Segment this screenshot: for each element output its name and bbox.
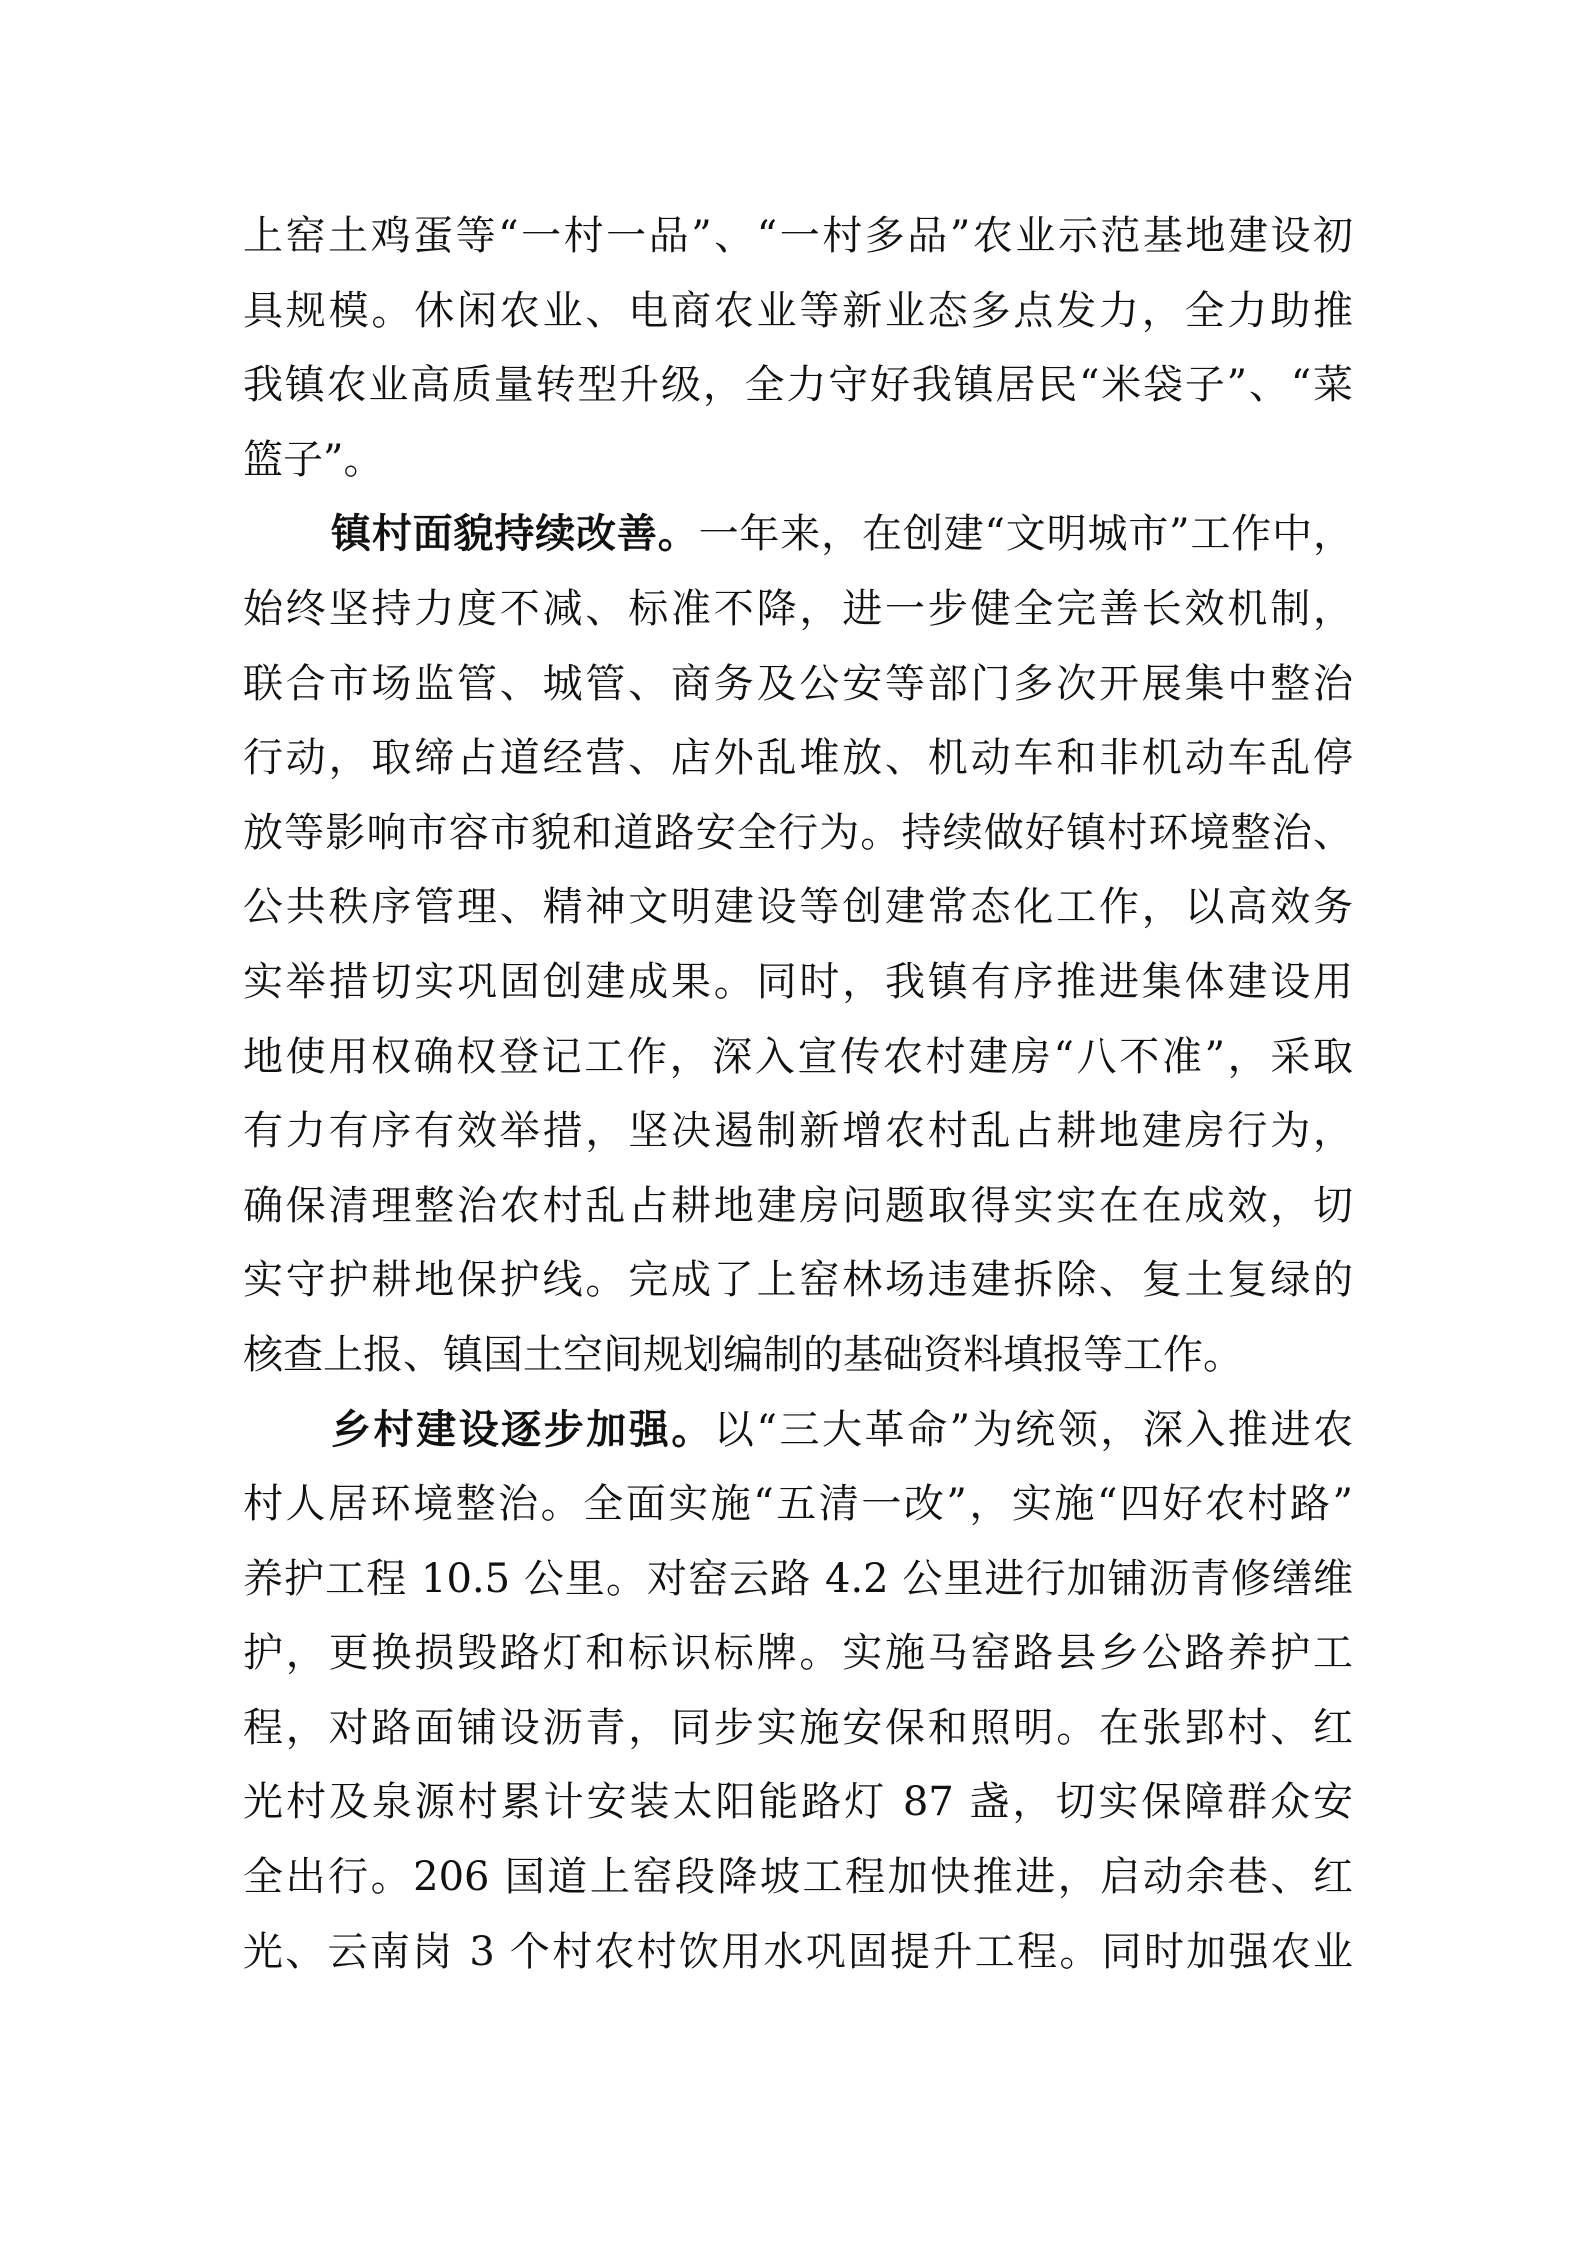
text-line: 全出行。206 国道上窑段降坡工程加快推进，启动余巷、红 <box>243 1854 1353 1901</box>
text-line: 有力有序有效举措，坚决遏制新增农村乱占耕地建房行为， <box>243 1108 1353 1155</box>
text-line: 公共秩序管理、精神文明建设等创建常态化工作，以高效务 <box>243 884 1353 931</box>
text-line: 村人居环境整治。全面实施“五清一改”，实施“四好农村路” <box>243 1481 1353 1528</box>
text-line: 我镇农业高质量转型升级，全力守好我镇居民“米袋子”、“菜 <box>243 362 1353 409</box>
text-line: 确保清理整治农村乱占耕地建房问题取得实实在在成效，切 <box>243 1182 1353 1229</box>
text-line: 地使用权确权登记工作，深入宣传农村建房“八不准”，采取 <box>243 1033 1353 1080</box>
text-line: 篮子”。 <box>243 436 384 483</box>
text-line: 养护工程 10.5 公里。对窑云路 4.2 公里进行加铺沥青修缮维 <box>243 1555 1353 1602</box>
paragraph-heading: 镇村面貌持续改善。 <box>331 510 699 558</box>
text-line: 光、云南岗 3 个村农村饮用水巩固提升工程。同时加强农业 <box>243 1928 1353 1975</box>
paragraph <box>243 199 1353 497</box>
text-line: 行动，取缔占道经营、店外乱堆放、机动车和非机动车乱停 <box>243 735 1353 782</box>
text-line <box>243 1393 1353 1468</box>
text-line-content: 一年来，在创建“文明城市”工作中， <box>698 511 1353 558</box>
paragraph-heading: 乡村建设逐步加强。 <box>331 1405 714 1453</box>
text-line: 核查上报、镇国土空间规划编制的基础资料填报等工作。 <box>243 1331 1243 1378</box>
text-line-content: 以“三大革命”为统领，深入推进农 <box>713 1406 1354 1453</box>
text-line <box>243 497 1353 572</box>
body-text <box>243 199 1353 1989</box>
paragraph <box>243 497 1353 1392</box>
text-line: 始终坚持力度不减、标准不降，进一步健全完善长效机制， <box>243 585 1353 632</box>
text-line: 实守护耕地保护线。完成了上窑林场违建拆除、复土复绿的 <box>243 1257 1353 1304</box>
text-line: 联合市场监管、城管、商务及公安等部门多次开展集中整治 <box>243 660 1353 707</box>
text-line: 护，更换损毁路灯和标识标牌。实施马窑路县乡公路养护工 <box>243 1630 1353 1677</box>
text-line: 程，对路面铺设沥青，同步实施安保和照明。在张郢村、红 <box>243 1704 1353 1751</box>
paragraph <box>243 1393 1353 1990</box>
text-line: 放等影响市容市貌和道路安全行为。持续做好镇村环境整治、 <box>243 809 1353 856</box>
text-line: 具规模。休闲农业、电商农业等新业态多点发力，全力助推 <box>243 287 1353 334</box>
text-line: 光村及泉源村累计安装太阳能路灯 87 盏，切实保障群众安 <box>243 1779 1353 1826</box>
text-line: 实举措切实巩固创建成果。同时，我镇有序推进集体建设用 <box>243 958 1353 1005</box>
text-line: 上窑土鸡蛋等“一村一品”、“一村多品”农业示范基地建设初 <box>243 213 1353 259</box>
